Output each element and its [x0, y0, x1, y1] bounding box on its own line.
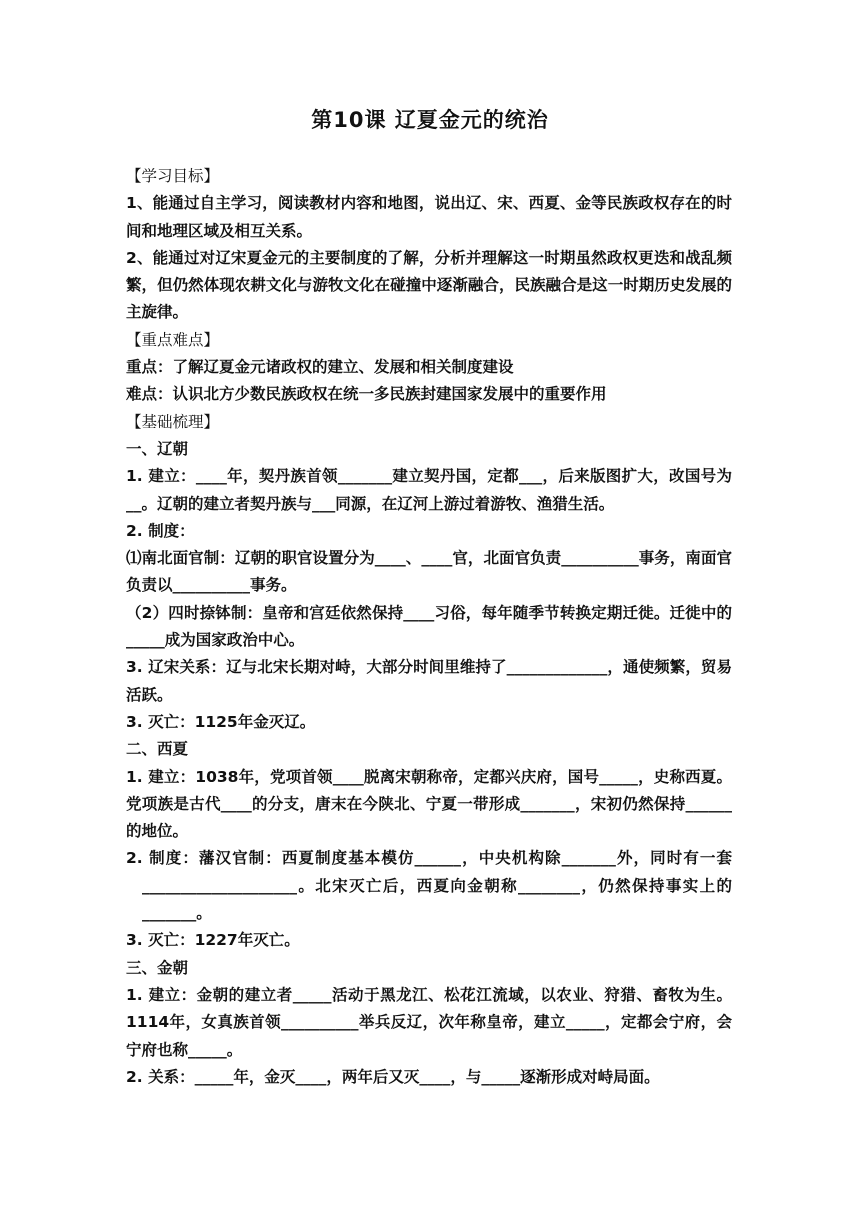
jin-establishment: 1. 建立：金朝的建立者_____活动于黑龙江、松花江流域，以农业、狩猎、畜牧为生。1114年，女真族首领__________举兵反辽，次年称皇帝，建立_____，定都会宁府，会宁府也称_____。 — [126, 985, 732, 1059]
liao-system-heading: 2. 制度： — [126, 521, 195, 540]
heading-jin: 三、金朝 — [126, 958, 189, 977]
jin-relation: 2. 关系：_____年，金灭____，两年后又灭____，与_____逐渐形成对峙局面。 — [126, 1067, 660, 1086]
difficult-point: 难点：认识北方少数民族政权在统一多民族封建国家发展中的重要作用 — [126, 385, 607, 404]
liao-establishment: 1. 建立：____年，契丹族首领_______建立契丹国，定都___，后来版图扩大，改国号为__。辽朝的建立者契丹族与___同源，在辽河上游过着游牧、渔猎生活。 — [126, 467, 732, 513]
heading-xixia: 二、西夏 — [126, 740, 189, 759]
section-label-key-points: 【重点难点】 — [126, 330, 220, 349]
liao-fall: 3. 灭亡：1125年金灭辽。 — [126, 712, 316, 731]
heading-liao: 一、辽朝 — [126, 439, 189, 458]
xixia-establishment: 1. 建立：1038年，党项首领____脱离宋朝称帝，定都兴庆府，国号_____，史称西夏。党项族是古代____的分支，唐末在今陕北、宁夏一带形成_______，宋初仍然保持______的地位。 — [126, 767, 732, 841]
document-body — [126, 163, 732, 1091]
liao-nabo-system: （2）四时捺钵制：皇帝和宫廷依然保持____习俗，每年随季节转换定期迁徙。迁徙中的_____成为国家政治中心。 — [126, 603, 732, 650]
section-label-objectives: 【学习目标】 — [126, 167, 220, 185]
liao-song-relation: 3. 辽宋关系：辽与北宋长期对峙，大部分时间里维持了_____________，通使频繁，贸易活跃。 — [126, 658, 732, 704]
section-label-basics: 【基础梳理】 — [126, 412, 220, 431]
page-title: 第10课 辽夏金元的统治 — [311, 108, 549, 132]
objective-1: 1、能通过自主学习，阅读教材内容和地图，说出辽、宋、西夏、金等民族政权存在的时间和地理区域及相互关系。 — [126, 194, 732, 240]
liao-north-south-system: ⑴南北面官制：辽朝的职官设置分为____、____官，北面官负责__________事务，南面官负责以__________事务。 — [126, 549, 732, 595]
key-point: 重点：了解辽夏金元诸政权的建立、发展和相关制度建设 — [126, 358, 514, 377]
objective-2: 2、能通过对辽宋夏金元的主要制度的了解，分析并理解这一时期虽然政权更迭和战乱频繁，但仍然体现农耕文化与游牧文化在碰撞中逐渐融合，民族融合是这一时期历史发展的主旋律。 — [126, 248, 732, 322]
xixia-system: 2. 制度：藩汉官制：西夏制度基本模仿______，中央机构除_______外，同时有一套____________________。北宋灭亡后，西夏向金朝称________，仍然保持事实上的_______。 — [126, 849, 732, 923]
xixia-fall: 3. 灭亡：1227年灭亡。 — [126, 931, 300, 950]
